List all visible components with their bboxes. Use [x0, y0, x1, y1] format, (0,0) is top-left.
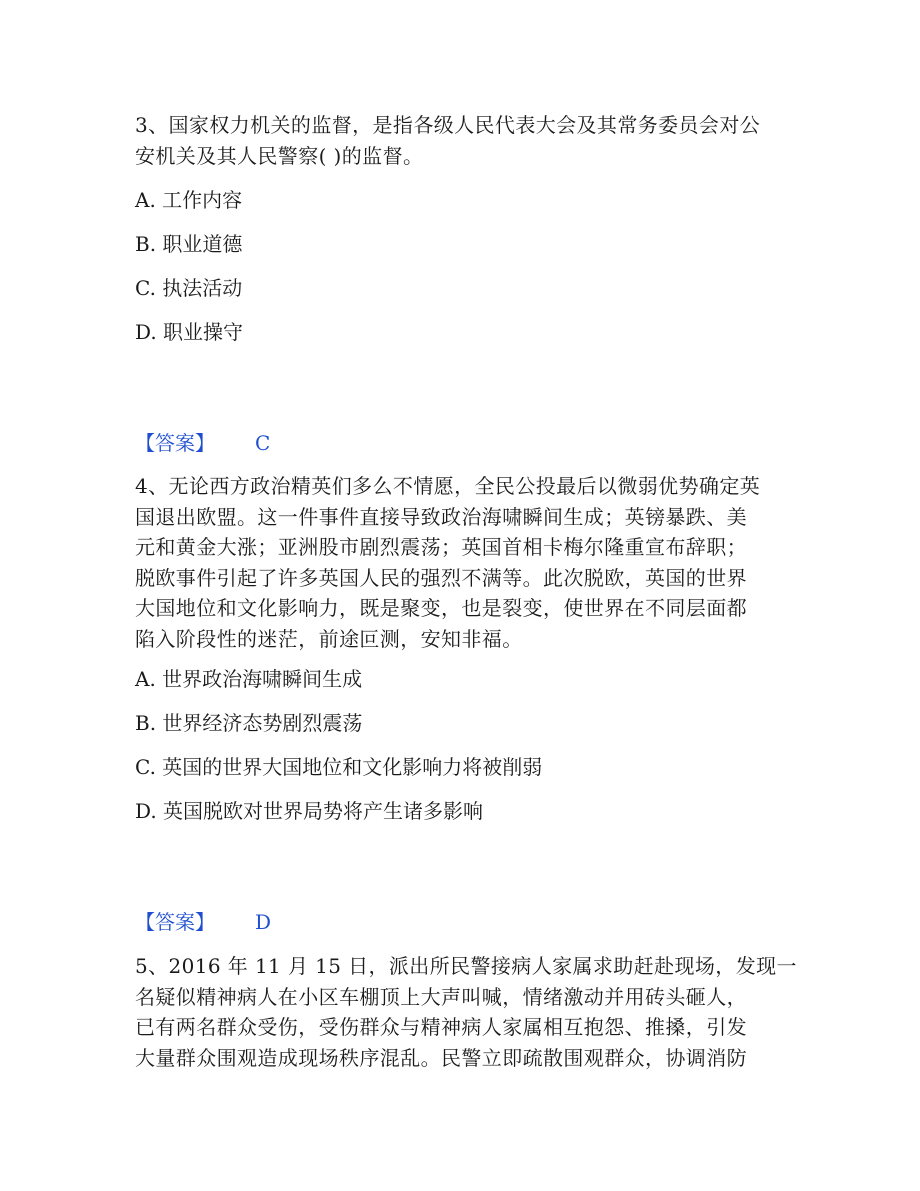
question-4-option-c: C. 英国的世界大国地位和文化影响力将被削弱: [135, 755, 543, 779]
answer-value: D: [255, 910, 272, 934]
question-3-option-d: D. 职业操守: [135, 320, 244, 344]
stem-line: 元和黄金大涨；亚洲股市剧烈震荡；英国首相卡梅尔隆重宣布辞职；: [135, 535, 747, 559]
stem-line: 3、国家权力机关的监督，是指各级人民代表大会及其常务委员会对公: [135, 113, 761, 137]
question-4-stem: [135, 471, 795, 654]
question-3-option-a: A. 工作内容: [135, 188, 243, 212]
answer-label: 【答案】: [135, 431, 215, 455]
question-3-option-c: C. 执法活动: [135, 276, 243, 300]
question-3-answer: [135, 429, 270, 457]
question-4-option-b: B. 世界经济态势剧烈震荡: [135, 711, 363, 735]
stem-line: 大国地位和文化影响力，既是聚变，也是裂变，使世界在不同层面都: [135, 596, 747, 620]
question-3-option-b: B. 职业道德: [135, 232, 243, 256]
stem-line: 陷入阶段性的迷茫，前途叵测，安知非福。: [135, 626, 523, 651]
question-4-option-d: D. 英国脱欧对世界局势将产生诸多影响: [135, 799, 484, 823]
answer-value: C: [255, 431, 271, 455]
stem-line: 安机关及其人民警察( )的监督。: [135, 143, 424, 168]
stem-line: 名疑似精神病人在小区车棚顶上大声叫喊，情绪激动并用砖头砸人，: [135, 984, 747, 1009]
question-5-stem: [135, 951, 795, 1073]
stem-line: 国退出欧盟。这一件事件直接导致政治海啸瞬间生成；英镑暴跌、美: [135, 504, 747, 529]
question-4-option-a: A. 世界政治海啸瞬间生成: [135, 667, 363, 691]
stem-line: 4、无论西方政治精英们多么不情愿，全民公投最后以微弱优势确定英: [135, 474, 761, 498]
stem-line: 已有两名群众受伤，受伤群众与精神病人家属相互抱怨、推搡，引发: [135, 1015, 747, 1039]
answer-label: 【答案】: [135, 910, 215, 934]
question-3-stem: [135, 110, 795, 171]
stem-line: 脱欧事件引起了许多英国人民的强烈不满等。此次脱欧，英国的世界: [135, 565, 747, 590]
question-4-answer: [135, 908, 271, 936]
stem-line: 5、2016 年 11 月 15 日，派出所民警接病人家属求助赶赴现场，发现一: [135, 954, 797, 978]
stem-line: 大量群众围观造成现场秩序混乱。民警立即疏散围观群众，协调消防: [135, 1045, 747, 1070]
